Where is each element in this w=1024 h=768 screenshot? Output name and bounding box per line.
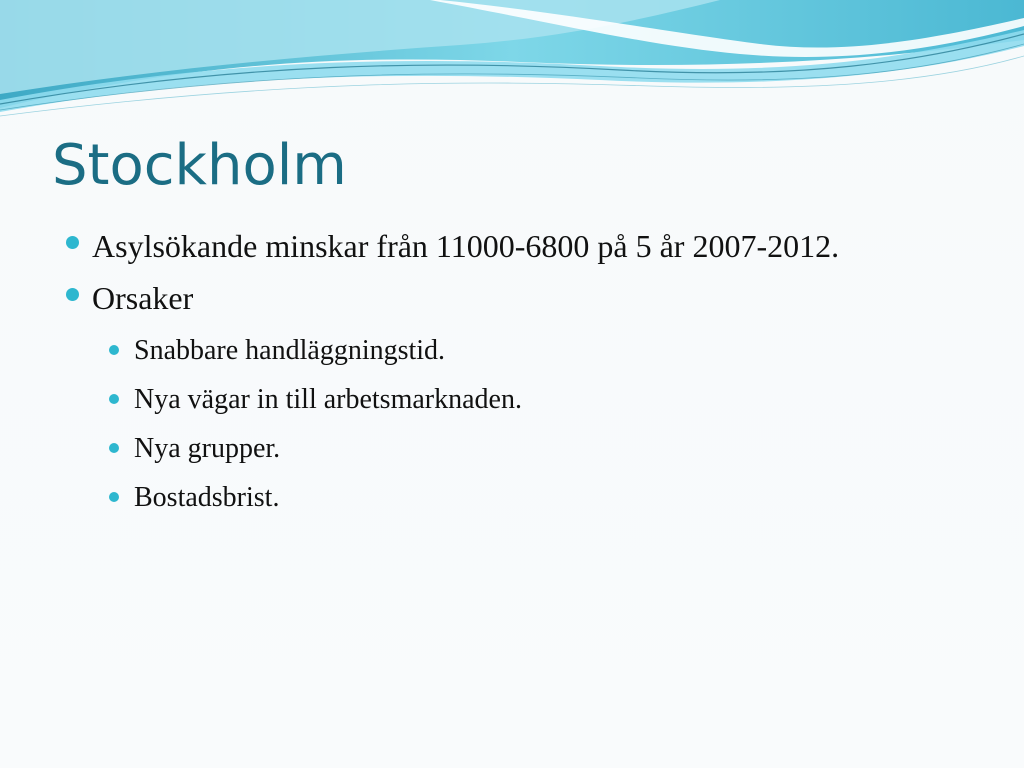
sub-bullet-text: Snabbare handläggningstid. <box>134 335 446 366</box>
bullet-text: Asylsökande minskar från 11000-6800 på 5 år 2007-2012. <box>92 228 840 264</box>
slide-title: Stockholm <box>52 133 347 198</box>
sub-bullet-text: Nya vägar in till arbetsmarknaden. <box>134 384 522 415</box>
bullet-dot-icon <box>109 394 119 404</box>
header-wave-decoration <box>0 0 1024 130</box>
bullet-dot-icon <box>66 236 79 249</box>
bullet-item <box>60 274 940 322</box>
bullet-text: Orsaker <box>92 280 194 316</box>
sub-bullet-item <box>60 473 940 522</box>
bullet-dot-icon <box>109 492 119 502</box>
sub-bullet-item <box>60 375 940 424</box>
bullet-dot-icon <box>66 288 79 301</box>
bullet-list <box>60 222 940 522</box>
bullet-dot-icon <box>109 345 119 355</box>
sub-bullet-item <box>60 326 940 375</box>
sub-bullet-item <box>60 424 940 473</box>
sub-bullet-text: Nya grupper. <box>134 433 281 464</box>
sub-bullet-text: Bostadsbrist. <box>134 482 280 513</box>
bullet-item <box>60 222 940 270</box>
bullet-dot-icon <box>109 443 119 453</box>
